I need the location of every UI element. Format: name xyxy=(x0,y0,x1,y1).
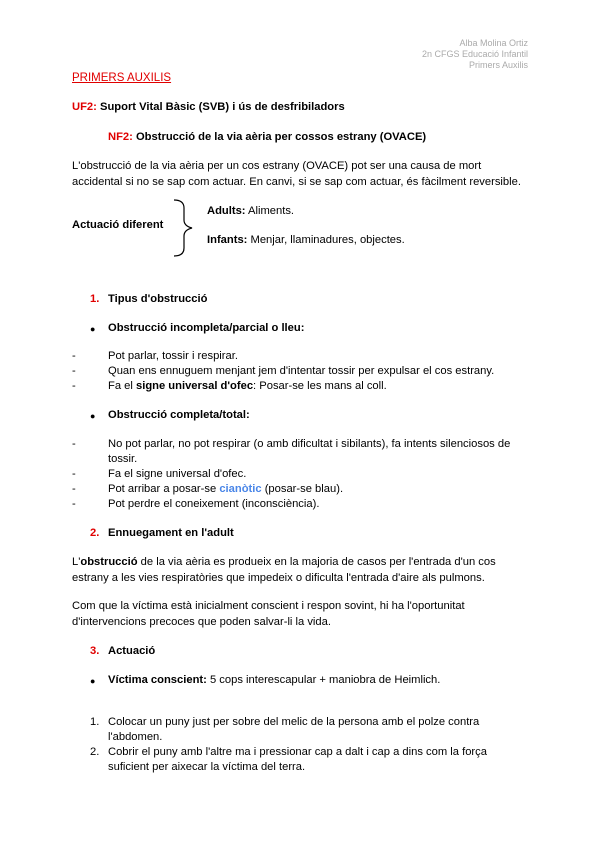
completa-item-3-post: (posar-se blau). xyxy=(261,483,344,495)
step-1-line-2: l'abdomen. xyxy=(108,731,163,743)
dash-icon: - xyxy=(72,498,76,510)
dash-icon: - xyxy=(72,483,76,495)
header-course: 2n CFGS Educació Infantil xyxy=(421,49,528,59)
step-2-line-2: suficient per aixecar la víctima del terra. xyxy=(108,761,306,773)
uf-text: Suport Vital Bàsic (SVB) i ús de desfribiladors xyxy=(96,101,345,113)
step-1-line-1: Colocar un puny just per sobre del melic de la persona amb el polze contra xyxy=(108,716,480,728)
incompleta-title: Obstrucció incompleta/parcial o lleu: xyxy=(108,322,305,334)
p1-pre: L' xyxy=(72,556,81,568)
intro-line-1: L'obstrucció de la via aèria per un cos estrany (OVACE) pot ser una causa de mort xyxy=(72,160,482,172)
adults-text: Aliments. xyxy=(245,205,295,217)
section-2-p2-line-2: d'intervencions precoces que poden salvar-li la vida. xyxy=(72,616,331,628)
intro-line-2: accidental si no se sap com actuar. En canvi, si se sap com actuar, és fàcilment reversible. xyxy=(72,176,521,188)
completa-item-4: Pot perdre el coneixement (inconsciència). xyxy=(108,498,320,510)
uf-heading xyxy=(72,101,345,113)
bullet-icon: ● xyxy=(90,324,96,334)
uf-code: UF2: xyxy=(72,101,97,113)
adults-label: Adults: xyxy=(207,205,246,217)
victima-conscient xyxy=(108,674,440,686)
section-2-p2-line-1: Com que la víctima està inicialment conscient i respon sovint, hi ha l'oportunitat xyxy=(72,600,465,612)
victima-conscient-text: 5 cops interescapular + maniobra de Heimlich. xyxy=(206,674,441,686)
actuacio-label: Actuació diferent xyxy=(72,219,164,231)
completa-item-1-line-1: No pot parlar, no pot respirar (o amb dificultat i sibilants), fa intents silenciosos de xyxy=(108,438,511,450)
dash-icon: - xyxy=(72,468,76,480)
adults-row xyxy=(207,205,294,217)
dash-icon: - xyxy=(72,365,76,377)
incompleta-item-1: Pot parlar, tossir i respirar. xyxy=(108,350,238,362)
section-2-p1-line-1 xyxy=(72,556,496,568)
bullet-icon: ● xyxy=(90,411,96,421)
completa-item-3-pre: Pot arribar a posar-se xyxy=(108,483,220,495)
incompleta-item-2: Quan ens ennuguem menjant jem d'intentar tossir per expulsar el cos estrany. xyxy=(108,365,495,377)
infants-text: Menjar, llaminadures, objectes. xyxy=(247,234,405,246)
page-title: PRIMERS AUXILIS xyxy=(72,72,172,84)
infants-label: Infants: xyxy=(207,234,248,246)
completa-title: Obstrucció completa/total: xyxy=(108,409,250,421)
section-2-number: 2. xyxy=(90,527,100,539)
incompleta-item-3-post: : Posar-se les mans al coll. xyxy=(253,380,387,392)
step-2-line-1: Cobrir el puny amb l'altre ma i pressionar cap a dalt i cap a dins com la força xyxy=(108,746,487,758)
dash-icon: - xyxy=(72,350,76,362)
nf-text: Obstrucció de la via aèria per cossos estrany (OVACE) xyxy=(132,131,427,143)
brace-icon xyxy=(170,198,200,258)
section-2-p1-line-2: estrany a les vies respiratòries que impedeix o dificulta l'entrada d'aire als pulmons. xyxy=(72,572,485,584)
completa-item-3-blue: cianòtic xyxy=(219,483,262,495)
step-2-number: 2. xyxy=(90,746,100,758)
header-author: Alba Molina Ortiz xyxy=(459,38,528,48)
bullet-icon: ● xyxy=(90,676,96,686)
dash-icon: - xyxy=(72,380,76,392)
section-3-title: Actuació xyxy=(108,645,156,657)
section-1-title: Tipus d'obstrucció xyxy=(108,293,208,305)
completa-item-3 xyxy=(108,483,343,495)
nf-heading xyxy=(108,131,426,143)
incompleta-item-3 xyxy=(108,380,387,392)
completa-item-1-line-2: tossir. xyxy=(108,453,138,465)
p1-line-1-post: de la via aèria es produeix en la majoria de casos per l'entrada d'un cos xyxy=(137,556,496,568)
section-1-number: 1. xyxy=(90,293,100,305)
p1-bold: obstrucció xyxy=(80,556,138,568)
incompleta-item-3-bold: signe universal d'ofec xyxy=(135,380,254,392)
incompleta-item-3-pre: Fa el xyxy=(108,380,136,392)
infants-row xyxy=(207,234,405,246)
completa-item-2: Fa el signe universal d'ofec. xyxy=(108,468,247,480)
nf-code: NF2: xyxy=(108,131,133,143)
section-3-number: 3. xyxy=(90,645,100,657)
dash-icon: - xyxy=(72,438,76,450)
step-1-number: 1. xyxy=(90,716,100,728)
victima-conscient-label: Víctima conscient: xyxy=(108,674,207,686)
header-subject: Primers Auxilis xyxy=(468,60,528,70)
section-2-title: Ennuegament en l'adult xyxy=(108,527,234,539)
